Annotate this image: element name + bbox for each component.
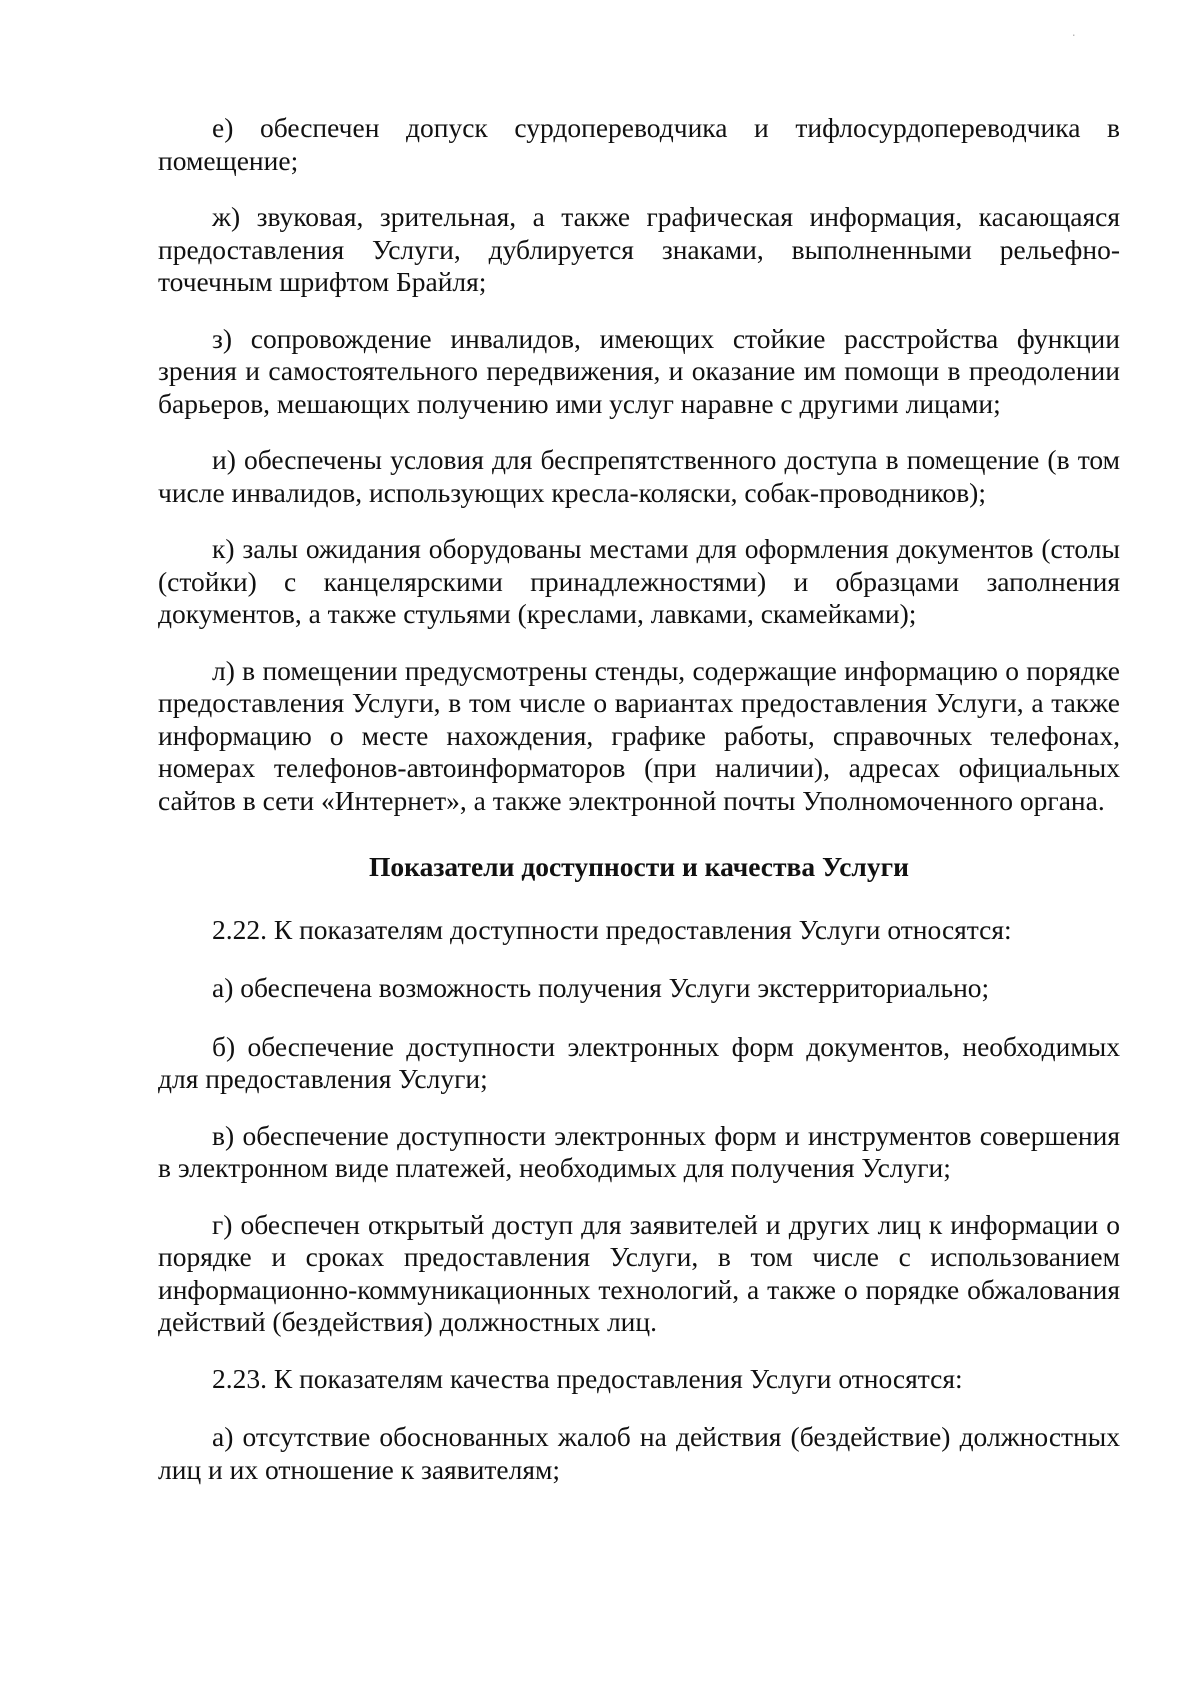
paragraph-zh-braille-information: ж) звуковая, зрительная, а также графическая информация, касающаяся предоставления Услуги, дублируется знаками, выполненными рельефно-точечным шрифтом Брайля; — [158, 201, 1120, 297]
paragraph-e-sign-language-access: е) обеспечен допуск сурдопереводчика и тифлосурдопереводчика в помещение; — [158, 112, 1120, 176]
paragraph-v-electronic-payments: в) обеспечение доступности электронных форм и инструментов совершения в электронном виде платежей, необходимых для получения Услуги; — [158, 1119, 1120, 1183]
paragraph-k-waiting-rooms: к) залы ожидания оборудованы местами для оформления документов (столы (стойки) с канцелярскими принадлежностями) и образцами заполнения документов, а также стульями (креслами, лавками, скамейками); — [158, 533, 1120, 629]
paragraph-z-escort-assistance: з) сопровождение инвалидов, имеющих стойкие расстройства функции зрения и самостоятельного передвижения, и оказание им помощи в преодолении барьеров, мешающих получению ими услуг наравне с другими лицами; — [158, 322, 1120, 419]
paragraph-g-open-information-access: г) обеспечен открытый доступ для заявителей и других лиц к информации о порядке и сроках предоставления Услуги, в том числе с использованием информационно-коммуникационных технологий, а также о порядке обжалования действий (бездействия) должностных лиц. — [158, 1208, 1120, 1337]
paragraph-a-no-complaints: а) отсутствие обоснованных жалоб на действия (бездействие) должностных лиц и их отношение к заявителям; — [158, 1421, 1120, 1485]
document-content — [158, 112, 1120, 1510]
paragraph-b-electronic-forms: б) обеспечение доступности электронных форм документов, необходимых для предоставления Услуги; — [158, 1030, 1120, 1094]
paragraph-i-barrier-free-access: и) обеспечены условия для беспрепятственного доступа в помещение (в том числе инвалидов, использующих кресла-коляски, собак-проводников); — [158, 444, 1120, 508]
paragraph-a-extraterritorial-service: а) обеспечена возможность получения Услуги экстерриториально; — [212, 972, 990, 1003]
paragraph-2-23-quality-indicators: 2.23. К показателям качества предоставления Услуги относятся: — [212, 1362, 963, 1394]
paragraph-2-22-accessibility-indicators: 2.22. К показателям доступности предоставления Услуги относятся: — [212, 913, 1012, 945]
scan-mark: · — [1071, 26, 1076, 42]
paragraph-l-information-stands: л) в помещении предусмотрены стенды, содержащие информацию о порядке предоставления Услуги, в том числе о вариантах предоставления Услуги, а также информацию о месте нахождения, графике работы, справочных телефонах, номерах телефонов-автоинформаторов (при наличии), адресах официальных сайтов в сети «Интернет», а также электронной почты Уполномоченного органа. — [158, 654, 1120, 816]
section-heading: Показатели доступности и качества Услуги — [369, 851, 909, 882]
